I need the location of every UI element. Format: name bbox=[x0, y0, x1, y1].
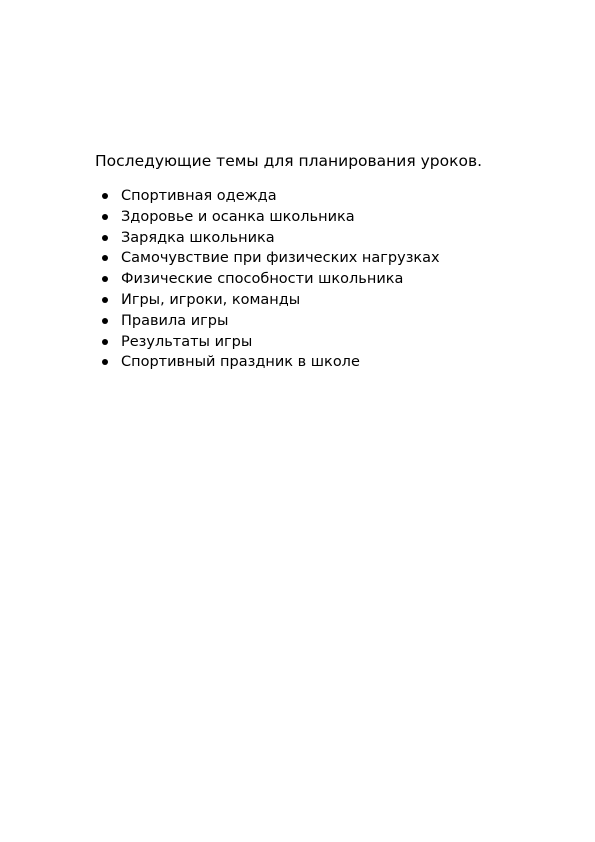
topic-label: Здоровье и осанка школьника bbox=[121, 208, 355, 225]
topic-list bbox=[102, 186, 440, 373]
list-item bbox=[102, 269, 440, 290]
list-item bbox=[102, 228, 440, 249]
list-item bbox=[102, 311, 440, 332]
bullet-icon bbox=[102, 359, 108, 365]
topic-label: Правила игры bbox=[121, 312, 229, 329]
list-item bbox=[102, 332, 440, 353]
bullet-icon bbox=[102, 235, 108, 241]
topic-label: Зарядка школьника bbox=[121, 229, 275, 246]
topic-label: Спортивный праздник в школе bbox=[121, 354, 360, 371]
bullet-icon bbox=[102, 276, 108, 282]
bullet-icon bbox=[102, 318, 108, 324]
list-item bbox=[102, 352, 440, 373]
bullet-icon bbox=[102, 297, 108, 303]
list-item bbox=[102, 207, 440, 228]
topic-label: Физические способности школьника bbox=[121, 271, 404, 288]
bullet-icon bbox=[102, 255, 108, 261]
topic-label: Результаты игры bbox=[121, 333, 253, 350]
topic-label: Спортивная одежда bbox=[121, 188, 277, 204]
bullet-icon bbox=[102, 339, 108, 345]
list-item bbox=[102, 186, 440, 207]
list-item bbox=[102, 290, 440, 311]
bullet-icon bbox=[102, 193, 108, 199]
topic-label: Самочувствие при физических нагрузках bbox=[121, 250, 440, 267]
bullet-icon bbox=[102, 214, 108, 220]
list-item bbox=[102, 248, 440, 269]
topic-label: Игры, игроки, команды bbox=[121, 291, 301, 308]
document-heading: Последующие темы для планирования уроков. bbox=[95, 152, 483, 170]
